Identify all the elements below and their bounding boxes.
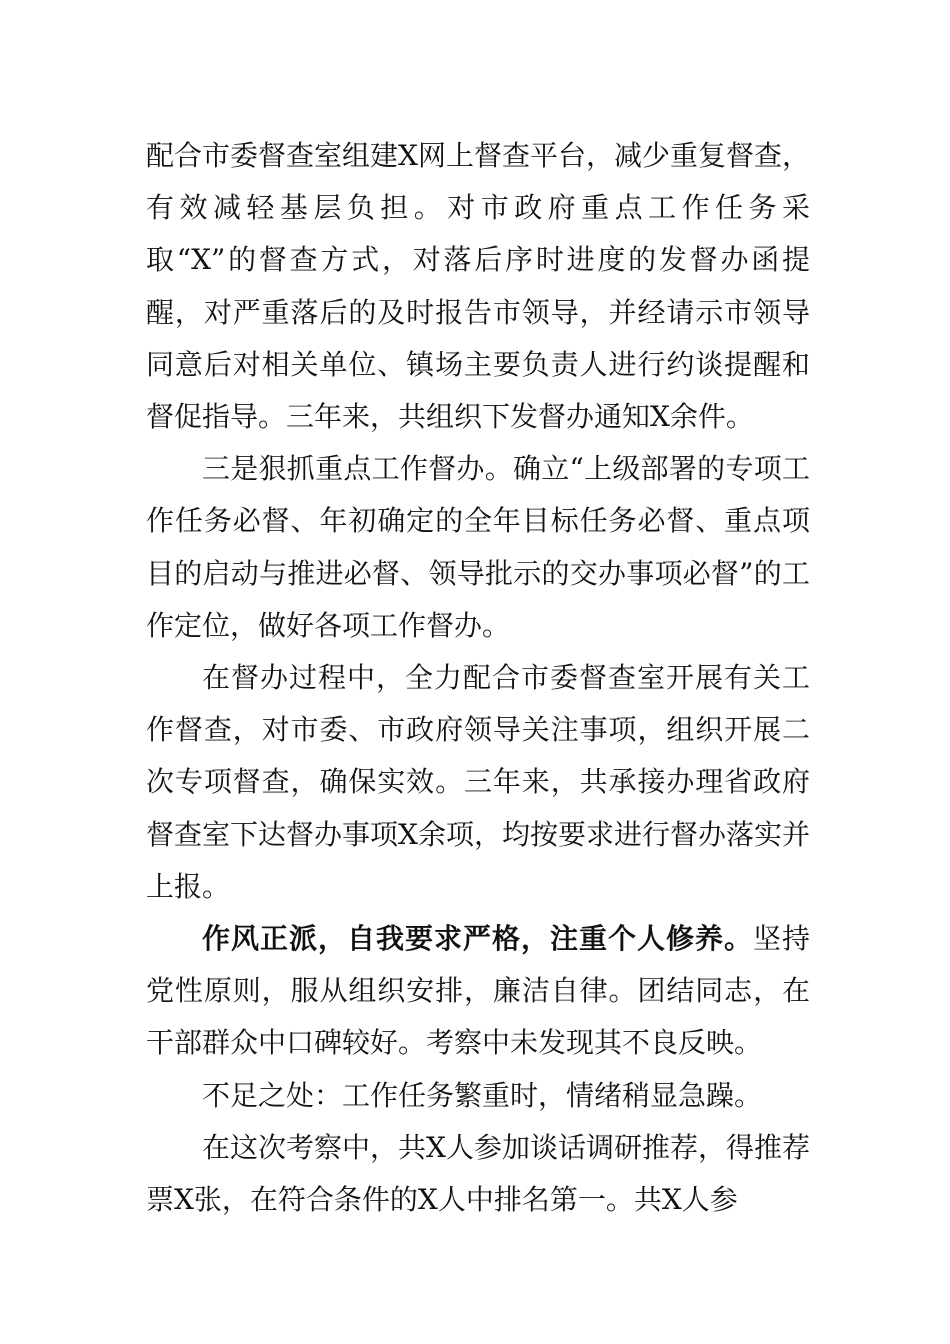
paragraph: 在督办过程中，全力配合市委督查室开展有关工作督查，对市委、市政府领导关注事项，组织开展二次专项督查，确保实效。三年来，共承接办理省政府督查室下达督办事项X余项，均按要求进行督办落实并上报。: [146, 661, 810, 903]
paragraph-lead: 作风正派，自我要求严格，注重个人修养。: [202, 922, 753, 956]
paragraph: 不足之处：工作任务繁重时，情绪稍显急躁。: [202, 1078, 763, 1112]
paragraph: 在这次考察中，共X人参加谈话调研推荐，得推荐票X张，在符合条件的X人中排名第一。共X人参: [146, 1130, 810, 1217]
paragraph: 三是狠抓重点工作督办。确立“上级部署的专项工作任务必督、年初确定的全年目标任务必督、重点项目的启动与推进必督、领导批示的交办事项必督”的工作定位，做好各项工作督办。: [146, 452, 810, 642]
paragraph: [146, 913, 810, 1070]
paragraph-body: 坚持党性原则，服从组织安排，廉洁自律。团结同志，在干部群众中口碑较好。考察中未发现其不良反映。: [146, 922, 810, 1060]
paragraph: 配合市委督查室组建X网上督查平台，减少重复督查，有效减轻基层负担。对市政府重点工作任务采取“X”的督查方式，对落后序时进度的发督办函提醒，对严重落后的及时报告市领导，并经请示市领导同意后对相关单位、镇场主要负责人进行约谈提醒和督促指导。三年来，共组织下发督办通知X余件。: [146, 139, 810, 434]
body-text: [146, 130, 810, 1226]
